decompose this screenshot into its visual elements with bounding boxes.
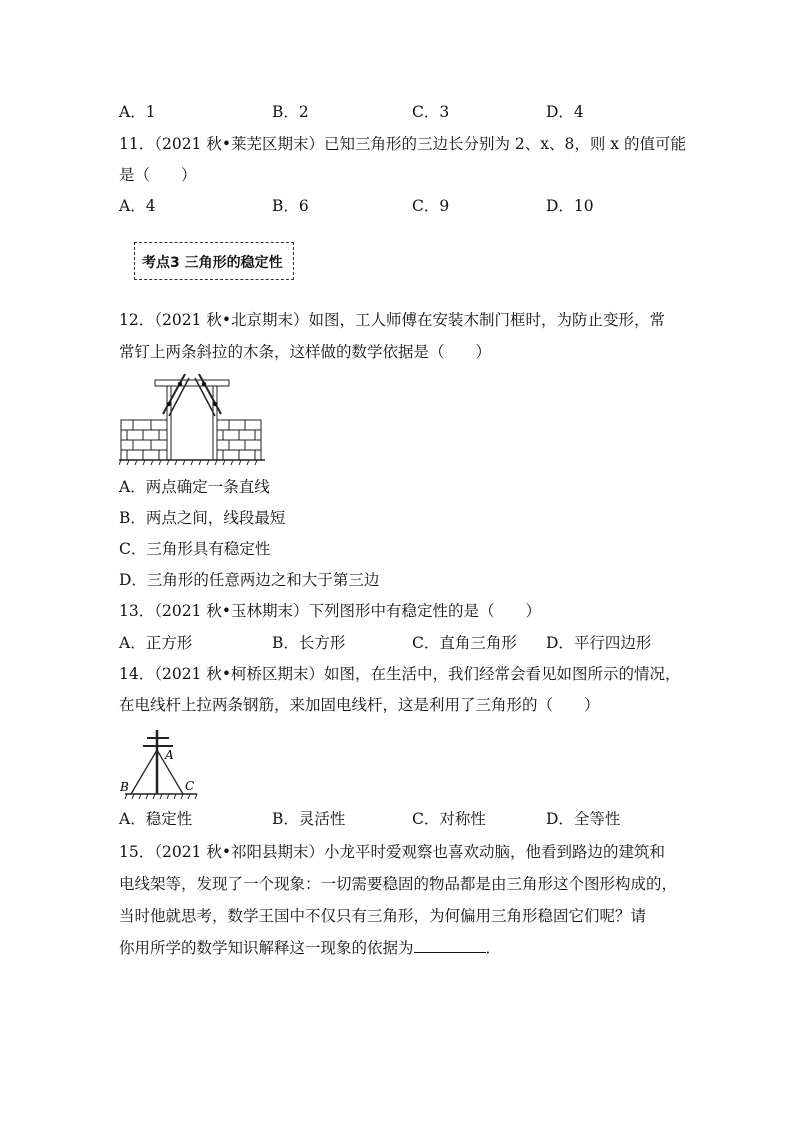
q13-option-a: A．正方形 — [119, 634, 193, 652]
q15-stem-line2: 电线架等，发现了一个现象：一切需要稳固的物品都是由三角形这个图形构成的， — [119, 875, 678, 893]
q15-stem-line1: 15．（2021 秋•祁阳县期末）小龙平时爱观察也喜欢动脑，他看到路边的建筑和 — [119, 843, 665, 861]
q14-option-b: B．灵活性 — [272, 810, 346, 828]
q14-option-d: D．全等性 — [546, 810, 621, 828]
q15-stem-line3: 当时他就思考，数学王国中不仅只有三角形，为何偏用三角形稳固它们呢？请 — [119, 907, 647, 925]
q13-option-b: B．长方形 — [272, 634, 346, 652]
q10-option-a: A．1 — [119, 103, 156, 121]
q12-option-a: A．两点确定一条直线 — [119, 478, 270, 496]
pole-label-b: B — [120, 780, 129, 794]
q11-option-a: A．4 — [119, 197, 156, 215]
q10-option-d: D．4 — [546, 103, 584, 121]
q14-stem-line2: 在电线杆上拉两条钢筋，来加固电线杆，这是利用了三角形的（ ） — [119, 696, 600, 714]
q14-stem-line1: 14．（2021 秋•柯桥区期末）如图，在生活中，我们经常会看见如图所示的情况， — [119, 665, 681, 683]
q11-option-c: C．9 — [412, 197, 450, 215]
pole-label-c: C — [185, 779, 195, 793]
section-heading-box — [134, 242, 294, 280]
q14-option-c: C．对称性 — [412, 810, 486, 828]
q12-option-d: D．三角形的任意两边之和大于第三边 — [119, 571, 380, 589]
q10-option-c: C．3 — [412, 103, 450, 121]
q13-stem: 13．（2021 秋•玉林期末）下列图形中有稳定性的是（ ） — [119, 602, 541, 620]
q14-option-a: A．稳定性 — [119, 810, 193, 828]
q10-option-b: B．2 — [272, 103, 309, 121]
section-heading-label: 考点3 三角形的稳定性 — [142, 255, 283, 271]
q15-stem-line4 — [119, 938, 501, 958]
q15-answer-blank[interactable] — [414, 938, 486, 953]
q15-stem-line4-text: 你用所学的数学知识解释这一现象的依据为 — [119, 939, 414, 957]
q12-stem-line2: 常钉上两条斜拉的木条，这样做的数学依据是（ ） — [119, 343, 492, 361]
q12-stem-line1: 12．（2021 秋•北京期末）如图，工人师傅在安装木制门框时，为防止变形，常 — [119, 311, 665, 329]
q11-option-d: D．10 — [546, 197, 594, 215]
q12-option-c: C．三角形具有稳定性 — [119, 540, 271, 558]
q11-option-b: B．6 — [272, 197, 309, 215]
q11-stem-line1: 11．（2021 秋•莱芜区期末）已知三角形的三边长分别为 2、x、8，则 x 的值可能 — [119, 135, 686, 153]
door-frame-figure — [119, 370, 265, 466]
utility-pole-figure — [119, 728, 203, 800]
q13-option-d: D．平行四边形 — [546, 634, 652, 652]
pole-label-a: A — [165, 748, 174, 762]
q11-stem-line2: 是（ ） — [119, 166, 197, 184]
q15-stem-line4-end: ． — [485, 939, 502, 957]
q13-option-c: C．直角三角形 — [412, 634, 517, 652]
q12-option-b: B．两点之间，线段最短 — [119, 509, 286, 527]
